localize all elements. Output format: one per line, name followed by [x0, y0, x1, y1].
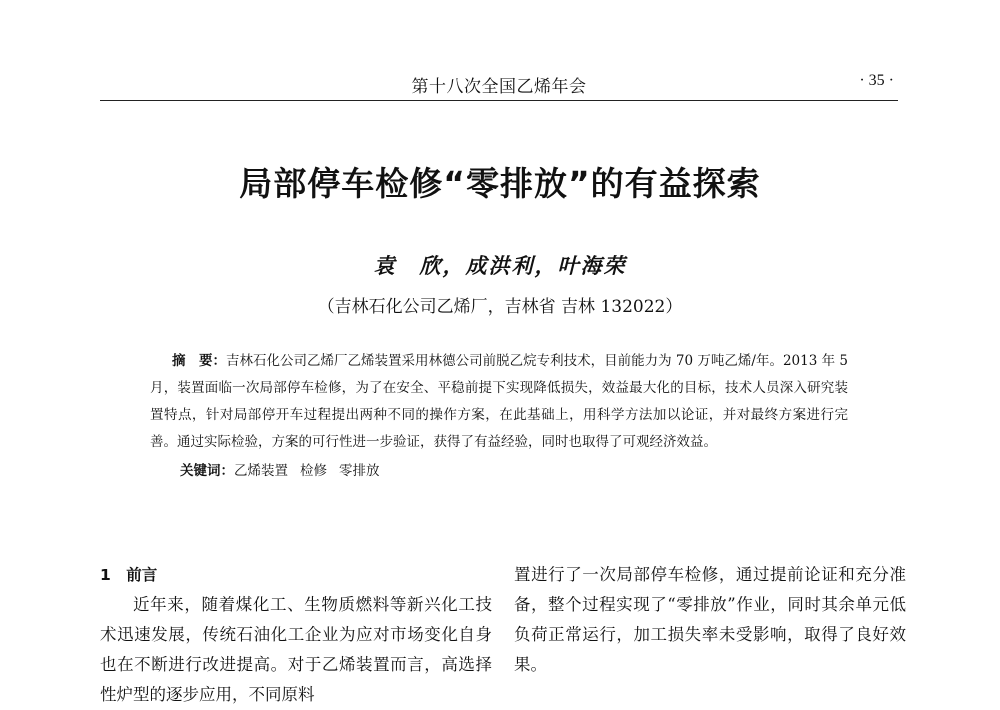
- header-page-number: · 35 ·: [859, 72, 894, 89]
- paper-title: 局部停车检修“零排放”的有益探索: [239, 164, 761, 203]
- author-list: 袁 欣，成洪利，叶海荣: [373, 253, 627, 278]
- abstract-text: 吉林石化公司乙烯厂乙烯装置采用林德公司前脱乙烷专利技术，目前能力为 70 万吨乙烯/年。2013 年 5 月，装置面临一次局部停车检修，为了在安全、平稳前提下实现降低损失，效益最大化的目标，技术人员深入研究装置特点，针对局部停开车过程提出两种不同的操作方案，在此基础上，用科学方法加以论证，并对最终方案进行完善。通过实际检验，方案的可行性进一步验证，获得了有益经验，同时也取得了可观经济效益。: [150, 353, 848, 450]
- header-rule: [100, 100, 898, 101]
- keyword-item: 检修: [300, 463, 327, 479]
- running-header: [100, 72, 898, 102]
- keywords-line: [180, 458, 848, 485]
- keyword-item: 乙烯装置: [234, 463, 288, 479]
- abstract-paragraph: [150, 348, 848, 456]
- body-column-left: [100, 560, 492, 710]
- keywords-label: 关键词：: [180, 463, 234, 479]
- keyword-item: 零排放: [339, 463, 380, 479]
- header-conference-title: 第十八次全国乙烯年会: [411, 77, 587, 97]
- author-affiliation: （吉林石化公司乙烯厂，吉林省 吉林 132022）: [317, 297, 683, 317]
- body-paragraph: 近年来，随着煤化工、生物质燃料等新兴化工技术迅速发展，传统石油化工企业为应对市场变化自身也在不断进行改进提高。对于乙烯装置而言，高选择性炉型的逐步应用，不同原料: [100, 595, 492, 704]
- body-paragraph: 置进行了一次局部停车检修，通过提前论证和充分准备，整个过程实现了“零排放”作业，同时其余单元低负荷正常运行，加工损失率未受影响，取得了良好效果。: [514, 565, 906, 674]
- body-column-right: [514, 560, 906, 680]
- abstract-label: 摘 要：: [172, 353, 227, 369]
- abstract-block: [150, 348, 848, 485]
- section-heading: 1 前言: [100, 566, 158, 584]
